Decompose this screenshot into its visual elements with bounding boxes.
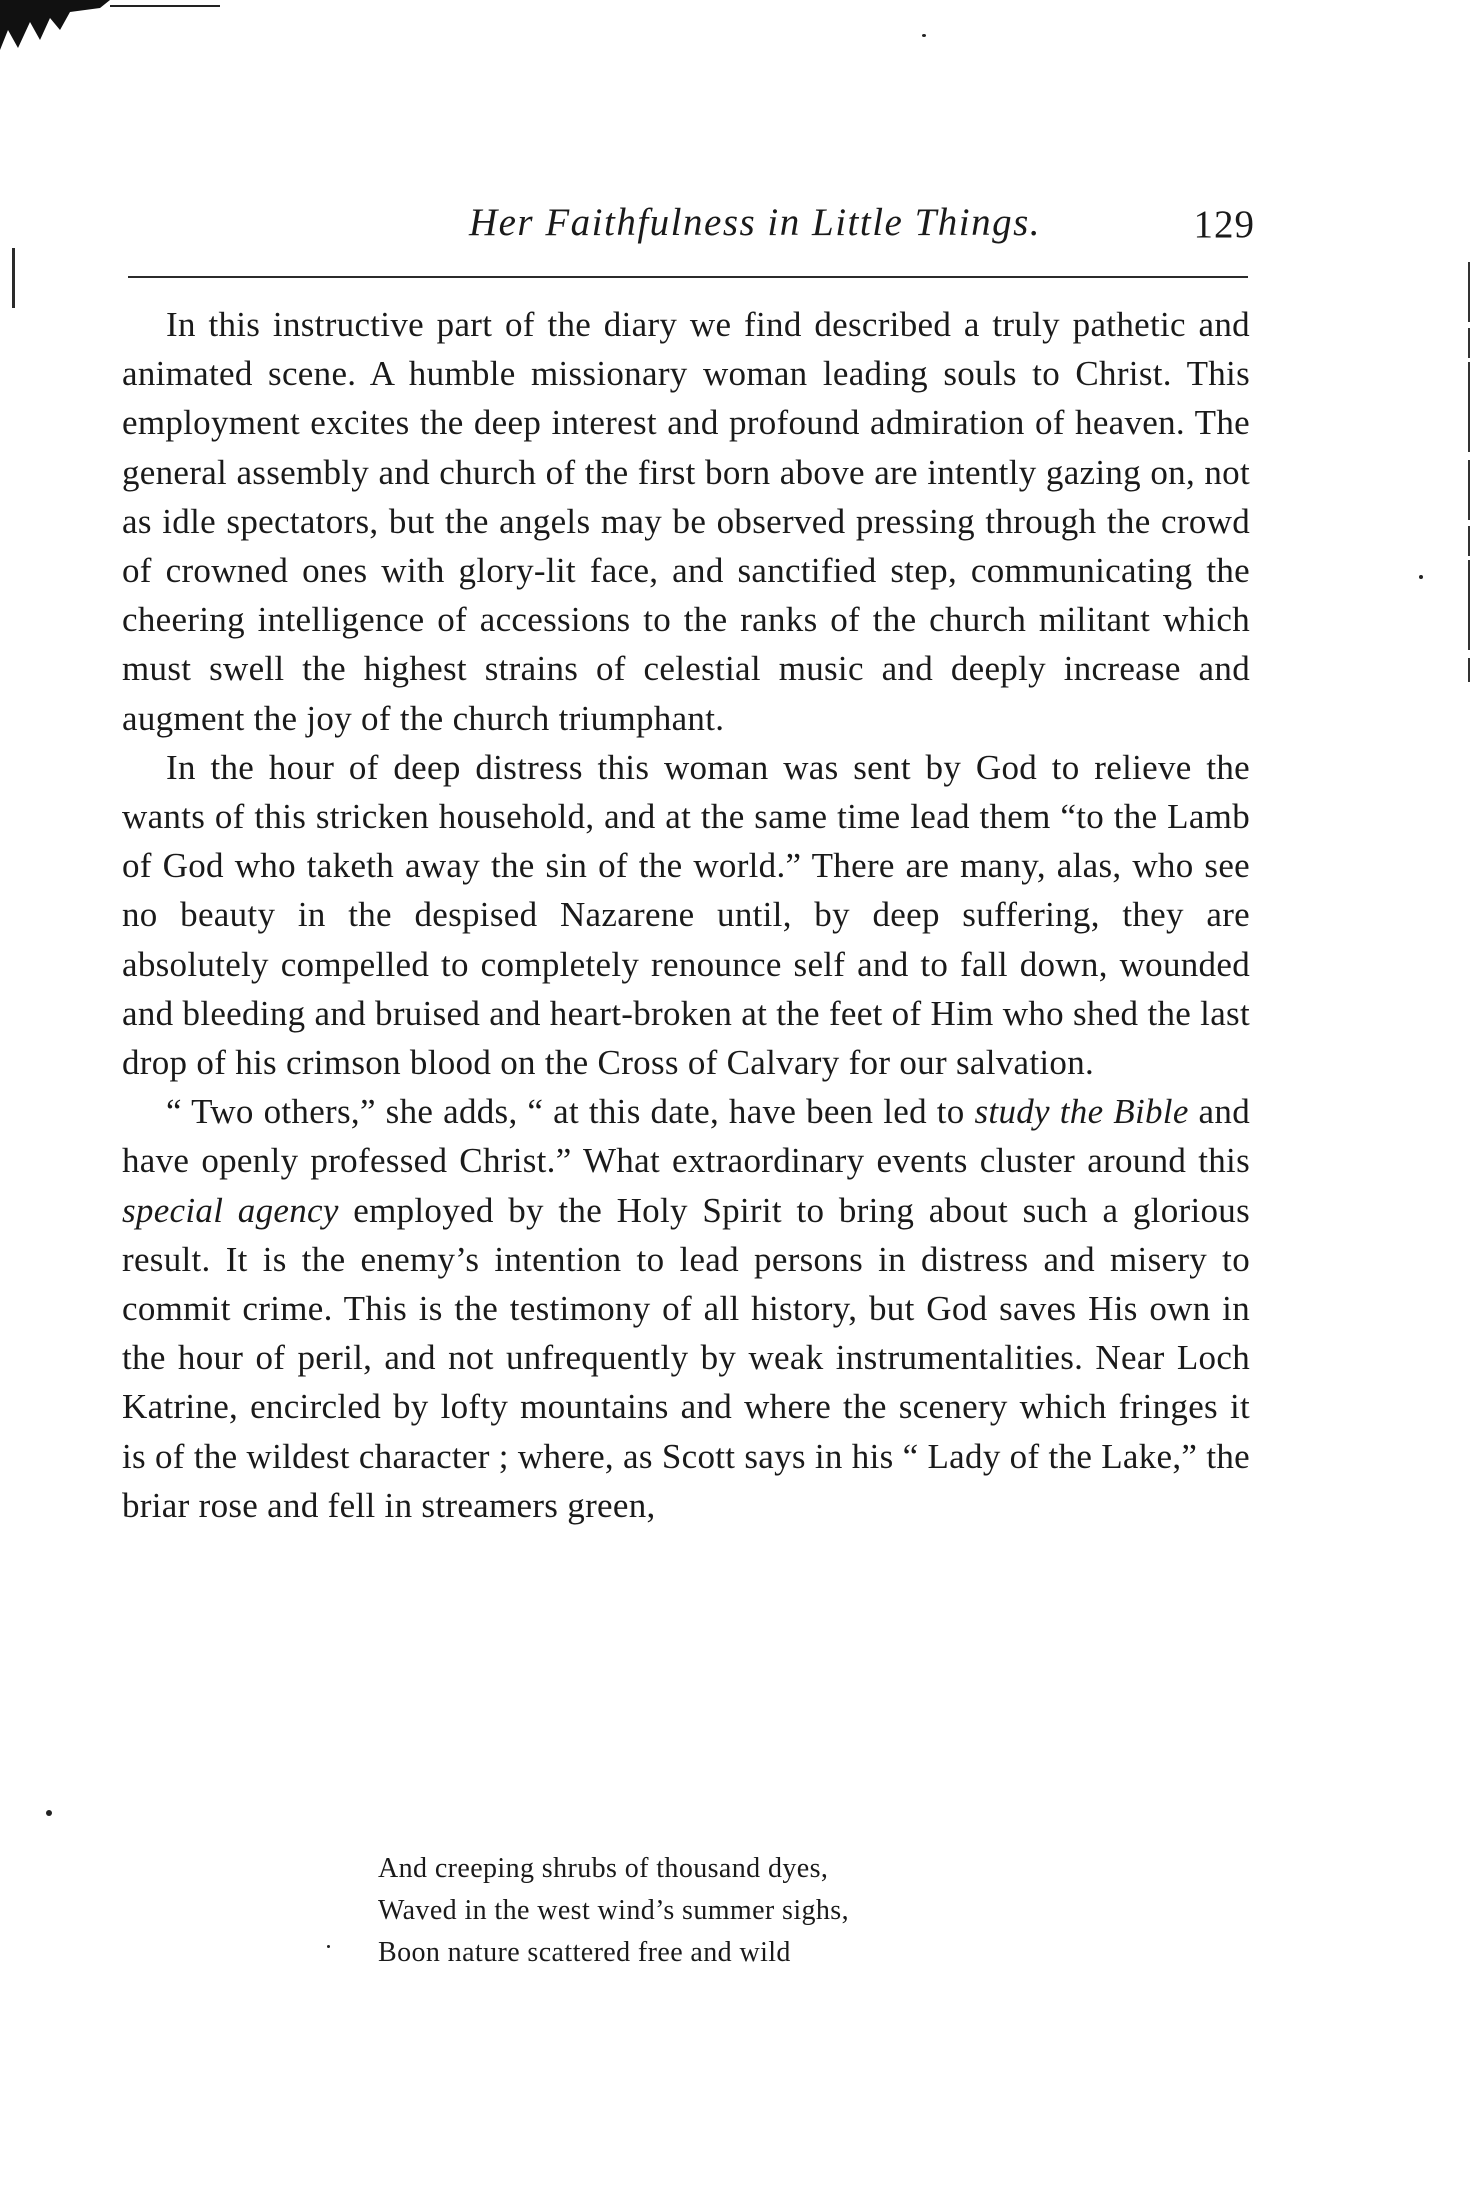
scan-speck xyxy=(46,1810,52,1816)
verse-line: Waved in the west wind’s summer sighs, xyxy=(378,1895,850,1926)
emphasis-text: special agency xyxy=(122,1190,339,1230)
scan-speck xyxy=(922,34,926,37)
paragraph xyxy=(122,1087,1250,1530)
paragraph: In the hour of deep distress this woman was sent by God to relieve the wants of this stricken household, and at the same time lead them “to the Lamb of God who taketh away the sin of the world.” There are many, alas, who see no beauty in the despised Nazarene until, by deep suffering, they are absolutely compelled to completely renounce self and to fall down, wounded and bleeding and bruised and heart-broken at the feet of Him who shed the last drop of his crimson blood on the Cross of Calvary for our salvation. xyxy=(122,747,1250,1083)
scan-speck xyxy=(327,1945,330,1948)
scan-corner-artifact xyxy=(0,0,230,70)
body-text xyxy=(122,300,1250,1530)
paragraph-text: “ Two others,” she adds, “ at this date, have been led to xyxy=(166,1092,975,1132)
verse-quotation xyxy=(378,1848,849,1974)
paragraph-text: employed by the Holy Spirit to bring about such a glorious result. It is the enemy’s intention to lead persons in distress and misery to commit crime. This is the testimony of all history, but God saves His own in the hour of peril, and not unfrequently by weak instrumentalities. Near Loch Katrine, encircled by lofty mountains and where the scenery which fringes it is of the wildest character ; where, as Scott says in his “ Lady of the Lake,” the briar rose and fell in streamers green, xyxy=(122,1190,1250,1525)
running-title: Her Faithfulness in Little Things. xyxy=(468,201,1042,244)
verse-line: And creeping shrubs of thousand dyes, xyxy=(378,1853,829,1884)
paragraph: In this instructive part of the diary we find described a truly pathetic and animated scene. A humble missionary woman leading souls to Christ. This employment excites the deep interest and profound admiration of heaven. The general assembly and church of the first born above are intently gazing on, not as idle spectators, but the angels may be observed pressing through the crowd of crowned ones with glory-lit face, and sanctified step, communicating the cheering intelligence of accessions to the ranks of the church militant which must swell the highest strains of celestial music and deeply increase and augment the joy of the church triumphant. xyxy=(122,305,1250,738)
scan-edge-artifact xyxy=(12,248,15,308)
header-rule xyxy=(128,276,1248,278)
scan-speck xyxy=(1419,575,1423,579)
scan-right-edge-artifact xyxy=(1466,262,1472,682)
running-head xyxy=(120,200,1270,250)
emphasis-text: study the Bible xyxy=(974,1092,1189,1132)
paragraph-text: and have openly professed Christ.” What extraordinary events cluster around this xyxy=(122,1092,1250,1181)
verse-line: Boon nature scattered free and wild xyxy=(378,1937,791,1968)
page-number: 129 xyxy=(1193,203,1255,246)
